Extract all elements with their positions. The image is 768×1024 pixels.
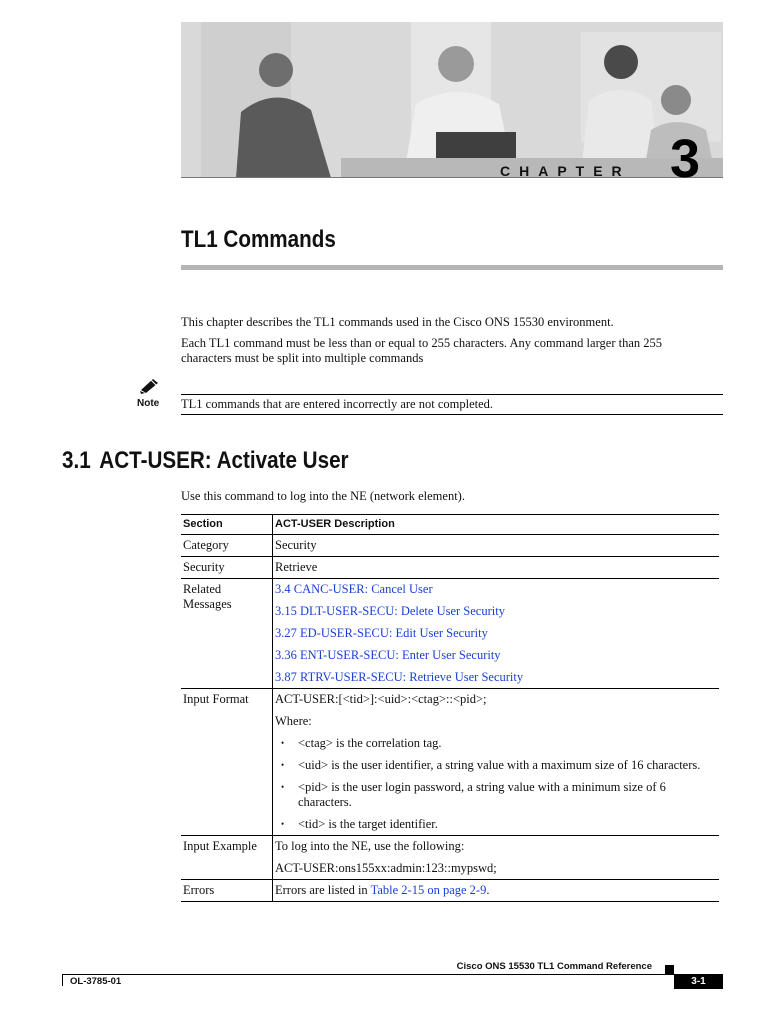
- table-header-description: ACT-USER Description: [273, 515, 720, 535]
- related-link-canc-user[interactable]: 3.4 CANC-USER: Cancel User: [275, 582, 433, 596]
- row-label-input-example: Input Example: [181, 836, 273, 880]
- related-link-rtrv-user-secu[interactable]: 3.87 RTRV-USER-SECU: Retrieve User Security: [275, 670, 524, 684]
- row-value-security: Retrieve: [273, 557, 720, 579]
- title-underline-bar: [181, 265, 723, 270]
- row-label-security: Security: [181, 557, 273, 579]
- chapter-title: TL1 Commands: [181, 226, 336, 253]
- errors-end: .: [486, 883, 490, 897]
- note-label: Note: [137, 398, 160, 409]
- row-label-input-format: Input Format: [181, 689, 273, 836]
- command-table: [181, 514, 719, 902]
- table-row: [181, 579, 719, 689]
- input-example-cell: [273, 836, 720, 880]
- pencil-icon: [138, 376, 162, 394]
- chapter-header-photo: [181, 22, 723, 178]
- table-row: [181, 689, 719, 836]
- input-format-cell: [273, 689, 720, 836]
- related-link-ed-user-secu[interactable]: 3.27 ED-USER-SECU: Edit User Security: [275, 626, 488, 640]
- table-row: [181, 557, 719, 579]
- footer-rule: [62, 974, 723, 975]
- chapter-number: 3: [670, 129, 701, 189]
- bullet-ctag: • <ctag> is the correlation tag.: [275, 736, 717, 751]
- intro-paragraph-1: This chapter describes the TL1 commands used in the Cisco ONS 15530 environment.: [181, 315, 614, 329]
- errors-text: Errors are listed in: [275, 883, 371, 897]
- row-value-category: Security: [273, 535, 720, 557]
- bullet-pid: • <pid> is the user login password, a string value with a minimum size of 6 characters.: [275, 780, 717, 810]
- footer-doc-number: OL-3785-01: [70, 976, 122, 987]
- errors-cell: [273, 880, 720, 902]
- input-example-command: ACT-USER:ons155xx:admin:123::mypswd;: [275, 861, 497, 875]
- section-heading: [62, 447, 349, 475]
- input-format-syntax: ACT-USER:[<tid>]:<uid>:<ctag>::<pid>;: [275, 692, 487, 706]
- bullet-uid: • <uid> is the user identifier, a string value with a maximum size of 16 characters.: [275, 758, 717, 773]
- related-link-dlt-user-secu[interactable]: 3.15 DLT-USER-SECU: Delete User Security: [275, 604, 505, 618]
- footer-tick: [62, 974, 63, 986]
- table-row: [181, 880, 719, 902]
- people-photo-graphic: [181, 22, 723, 178]
- table-header-section: Section: [181, 515, 273, 535]
- errors-table-link[interactable]: Table 2-15 on page 2-9: [370, 883, 487, 897]
- intro-paragraph-2: Each TL1 command must be less than or equal to 255 characters. Any command larger than 255 characters must be split into multiple commands: [181, 336, 662, 365]
- chapter-label: CHAPTER: [500, 163, 631, 179]
- footer-mark: [665, 965, 674, 974]
- section-title-text: ACT-USER: Activate User: [99, 447, 349, 474]
- row-label-category: Category: [181, 535, 273, 557]
- footer-page-number: 3-1: [674, 974, 723, 989]
- table-row: [181, 535, 719, 557]
- related-link-ent-user-secu[interactable]: 3.36 ENT-USER-SECU: Enter User Security: [275, 648, 501, 662]
- row-label-related: Related Messages: [181, 579, 273, 689]
- table-header-row: [181, 515, 719, 535]
- bullet-tid: • <tid> is the target identifier.: [275, 817, 717, 832]
- row-label-errors: Errors: [181, 880, 273, 902]
- note-text: TL1 commands that are entered incorrectly are not completed.: [181, 394, 723, 415]
- related-messages-list: [273, 579, 720, 689]
- where-label: Where:: [275, 714, 312, 728]
- input-example-intro: To log into the NE, use the following:: [275, 839, 465, 853]
- table-row: [181, 836, 719, 880]
- section-number: 3.1: [62, 447, 91, 474]
- footer-book-title: Cisco ONS 15530 TL1 Command Reference: [456, 961, 652, 972]
- section-intro: Use this command to log into the NE (network element).: [181, 489, 465, 503]
